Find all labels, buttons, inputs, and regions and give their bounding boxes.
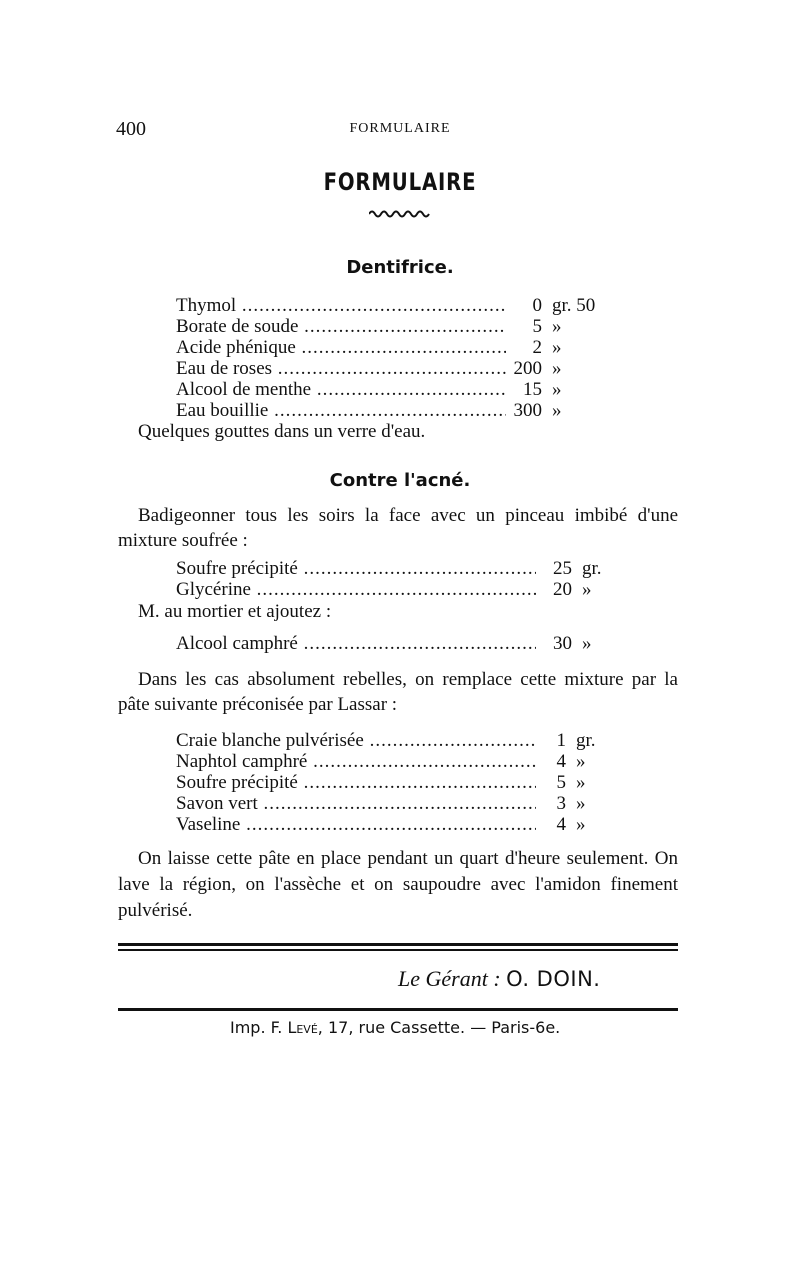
ingredient-row: [176, 793, 646, 814]
footer-rule-top-thin: [118, 949, 678, 951]
ingredient-row: [176, 400, 646, 421]
ingredient-label: Craie blanche pulvérisée .....: [176, 730, 536, 751]
acne-recipe-2: [176, 633, 646, 654]
gerant-line: [398, 966, 600, 992]
ingredient-row: [176, 337, 646, 358]
ingredient-qty: 15: [523, 379, 542, 400]
ingredient-qty: 200: [513, 358, 542, 379]
ingredient-unit: »: [582, 633, 592, 654]
acne-recipe-3: [176, 730, 646, 835]
ingredient-unit: »: [576, 751, 586, 772]
ingredient-row: [176, 358, 646, 379]
acne-intro: Badigeonner tous les soirs la face avec un pinceau imbibé d'une mixture soufrée :: [118, 505, 678, 551]
ingredient-unit: »: [552, 379, 562, 400]
ingredient-label: Naphtol camphré .....: [176, 751, 536, 772]
page-title: FORMULAIRE: [323, 168, 477, 196]
ingredient-qty: 25: [553, 558, 572, 579]
acne-paragraph-3: On laisse cette pâte en place pendant un quart d'heure seulement. On lave la région, on l'assèche et on saupoudre avec l'amidon finement pulvérisé.: [118, 848, 678, 921]
ingredient-label: Borate de soude .....: [176, 316, 506, 337]
ingredient-label: Alcool camphré .....: [176, 633, 536, 654]
ingredient-label: Vaseline .....: [176, 814, 536, 835]
ingredient-unit: gr. 50: [552, 295, 596, 316]
ingredient-label: Savon vert .....: [176, 793, 536, 814]
ingredient-qty: 4: [556, 814, 566, 835]
ingredient-qty: 5: [556, 772, 566, 793]
ingredient-qty: 4: [556, 751, 566, 772]
imprint-name: Levé: [287, 1018, 318, 1037]
gerant-label: Le Gérant :: [398, 966, 501, 991]
ingredient-unit: »: [552, 358, 562, 379]
ingredient-row: [176, 579, 646, 600]
dentifrice-recipe: [176, 295, 646, 421]
ingredient-row: [176, 814, 646, 835]
acne-recipe-1: [176, 558, 646, 600]
footer-rule-top: [118, 943, 678, 946]
running-title: FORMULAIRE: [349, 121, 451, 136]
dentifrice-note: Quelques gouttes dans un verre d'eau.: [138, 421, 426, 442]
acne-heading: Contre l'acné.: [329, 470, 471, 491]
dentifrice-heading: Dentifrice.: [346, 257, 454, 278]
ingredient-row: [176, 316, 646, 337]
ingredient-label: Thymol .....: [176, 295, 506, 316]
ingredient-label: Acide phénique .....: [176, 337, 506, 358]
ingredient-row: [176, 633, 646, 654]
ingredient-qty: 300: [513, 400, 542, 421]
ingredient-row: [176, 772, 646, 793]
ingredient-qty: 20: [553, 579, 572, 600]
ingredient-label: Eau bouillie .....: [176, 400, 506, 421]
ingredient-label: Alcool de menthe .....: [176, 379, 506, 400]
ingredient-row: [176, 295, 646, 316]
acne-paragraph-2: Dans les cas absolument rebelles, on remplace cette mixture par la pâte suivante préconisée par Lassar :: [118, 669, 678, 715]
ingredient-unit: »: [552, 400, 562, 421]
ingredient-qty: 2: [532, 337, 542, 358]
ingredient-unit: »: [576, 793, 586, 814]
ingredient-unit: »: [576, 814, 586, 835]
wavy-ornament: [369, 208, 431, 218]
gerant-name: O. DOIN.: [506, 967, 601, 991]
imprint-line: [230, 1018, 560, 1037]
ingredient-qty: 30: [553, 633, 572, 654]
ingredient-qty: 3: [556, 793, 566, 814]
ingredient-row: [176, 379, 646, 400]
ingredient-qty: 5: [532, 316, 542, 337]
ingredient-label: Eau de roses .....: [176, 358, 506, 379]
imprint-prefix: Imp. F.: [230, 1018, 288, 1037]
ingredient-label: Glycérine .....: [176, 579, 536, 600]
ingredient-unit: »: [552, 316, 562, 337]
ingredient-unit: gr.: [576, 730, 596, 751]
acne-mid-instruction: M. au mortier et ajoutez :: [138, 601, 332, 622]
ingredient-row: [176, 730, 646, 751]
ingredient-row: [176, 751, 646, 772]
ingredient-unit: »: [582, 579, 592, 600]
ingredient-label: Soufre précipité .....: [176, 772, 536, 793]
imprint-suffix: , 17, rue Cassette. — Paris-6e.: [317, 1018, 561, 1037]
page-number: 400: [116, 118, 146, 140]
ingredient-row: [176, 558, 646, 579]
ingredient-qty: 1: [556, 730, 566, 751]
ingredient-unit: gr.: [582, 558, 602, 579]
ingredient-qty: 0: [532, 295, 542, 316]
ingredient-unit: »: [552, 337, 562, 358]
footer-rule-bottom: [118, 1008, 678, 1011]
ingredient-label: Soufre précipité .....: [176, 558, 536, 579]
ingredient-unit: »: [576, 772, 586, 793]
